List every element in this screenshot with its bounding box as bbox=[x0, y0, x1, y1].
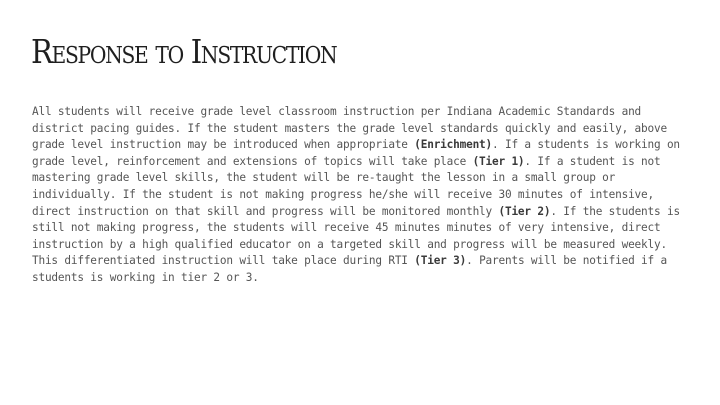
body-text-segment: All students will receive grade level classroom instruction per Indiana Academic Standards and district pacing guides. If the student masters the grade level standards quickly and easily, above grade level instruction may be introduced when appropriate bbox=[32, 105, 667, 152]
body-text-segment: . Parents will be notified if a students is working in tier 2 or 3. bbox=[32, 254, 667, 284]
enrichment-label: (Enrichment) bbox=[414, 138, 493, 152]
tier-2-label: (Tier 2) bbox=[498, 204, 551, 218]
body-text-segment: . If a students is working on grade level, reinforcement and extensions of topics will take place bbox=[32, 138, 680, 168]
body-text-segment: . If a student is not mastering grade level skills, the student will be re-taught the lesson in a small group or individually. If the student is not making progress he/she will receive 30 minutes of intensive, direct instruction on that skill and progress will be monitored monthly bbox=[32, 154, 661, 218]
tier-3-label: (Tier 3) bbox=[414, 254, 467, 268]
slide-title: Response to Instruction bbox=[31, 32, 337, 71]
body-paragraph bbox=[32, 104, 692, 287]
body-text-segment: . If the students is still not making progress, the students will receive 45 minutes minutes of very intensive, direct instruction by a high qualified educator on a targeted skill and progress will be measured weekly. This differentiated instruction will take place during RTI bbox=[32, 204, 680, 268]
tier-1-label: (Tier 1) bbox=[472, 154, 525, 168]
